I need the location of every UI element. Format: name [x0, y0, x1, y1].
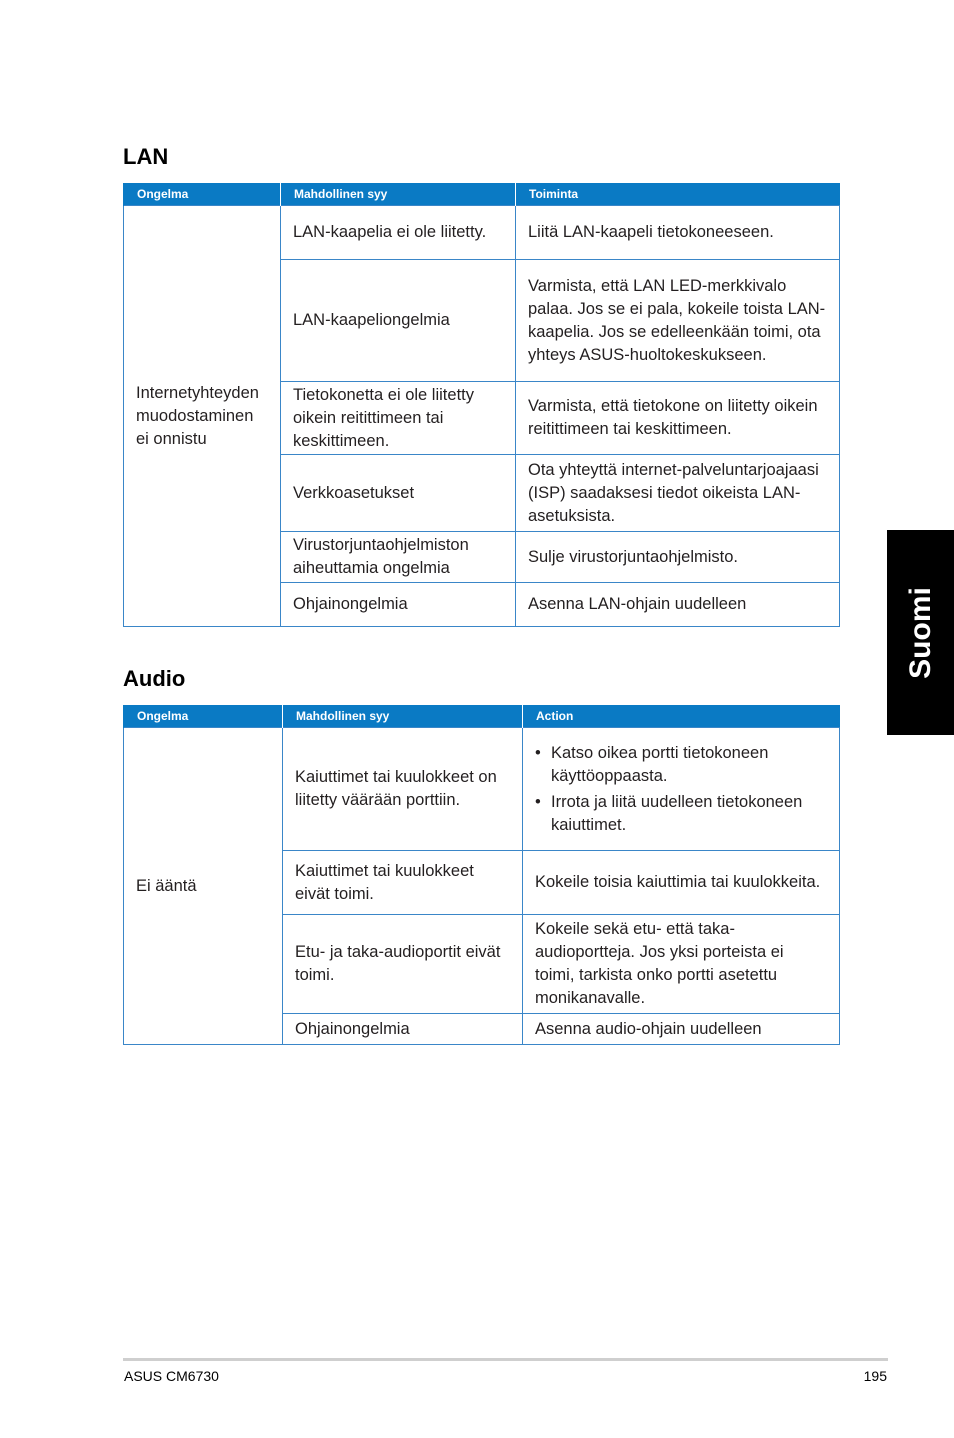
lan-section-title: LAN: [123, 144, 169, 169]
list-item: • Katso oikea portti tietokoneen käyttöoppaasta.: [535, 742, 827, 788]
table-row: [124, 206, 840, 260]
cause-cell: Tietokonetta ei ole liitetty oikein reitittimeen tai keskittimeen.: [281, 382, 516, 455]
list-item: • Irrota ja liitä uudelleen tietokoneen kaiuttimet.: [535, 791, 827, 837]
table-header-row: [124, 183, 840, 206]
table-header-row: [124, 705, 840, 728]
cause-cell: Kaiuttimet tai kuulokkeet eivät toimi.: [283, 851, 523, 915]
column-header-action: Toiminta: [516, 183, 840, 206]
column-header-cause: Mahdollinen syy: [283, 705, 523, 728]
action-cell: Kokeile sekä etu- että taka-audioportteja. Jos yksi porteista ei toimi, tarkista onko portti asetettu monikanavalle.: [523, 915, 840, 1014]
problem-cell: Ei ääntä: [124, 728, 283, 1045]
table-row: [124, 728, 840, 851]
footer-model-name: ASUS CM6730: [124, 1368, 219, 1384]
lan-troubleshooting-table: [123, 183, 840, 627]
audio-troubleshooting-table: [123, 705, 840, 1045]
column-header-problem: Ongelma: [124, 183, 281, 206]
action-cell: Liitä LAN-kaapeli tietokoneeseen.: [516, 206, 840, 260]
page-number: 195: [863, 1368, 887, 1384]
cause-cell: Verkkoasetukset: [281, 455, 516, 532]
cause-cell: LAN-kaapeliongelmia: [281, 260, 516, 382]
action-bullet-list: [535, 742, 827, 837]
action-cell: Varmista, että tietokone on liitetty oikein reitittimeen tai keskittimeen.: [516, 382, 840, 455]
audio-section-title: Audio: [123, 666, 186, 691]
problem-cell: Internetyhteyden muodostaminen ei onnistu: [124, 206, 281, 627]
cause-cell: Virustorjuntaohjelmiston aiheuttamia ongelmia: [281, 532, 516, 583]
action-cell: Kokeile toisia kaiuttimia tai kuulokkeita.: [523, 851, 840, 915]
action-cell: Sulje virustorjuntaohjelmisto.: [516, 532, 840, 583]
action-cell: Asenna LAN-ohjain uudelleen: [516, 583, 840, 627]
column-header-problem: Ongelma: [124, 705, 283, 728]
action-cell: Ota yhteyttä internet-palveluntarjoajaasi (ISP) saadaksesi tiedot oikeista LAN-asetuksista.: [516, 455, 840, 532]
side-tab-label: Suomi: [903, 586, 937, 679]
cause-cell: Ohjainongelmia: [283, 1014, 523, 1045]
action-cell: [523, 728, 840, 851]
language-side-tab: [887, 530, 954, 735]
column-header-cause: Mahdollinen syy: [281, 183, 516, 206]
cause-cell: Kaiuttimet tai kuulokkeet on liitetty väärään porttiin.: [283, 728, 523, 851]
cause-cell: Ohjainongelmia: [281, 583, 516, 627]
action-cell: Varmista, että LAN LED-merkkivalo palaa. Jos se ei pala, kokeile toista LAN-kaapelia. Jos se edelleenkään toimi, ota yhteys ASUS-huoltokeskukseen.: [516, 260, 840, 382]
column-header-action: Action: [523, 705, 840, 728]
footer-divider: [123, 1358, 888, 1361]
cause-cell: Etu- ja taka-audioportit eivät toimi.: [283, 915, 523, 1014]
cause-cell: LAN-kaapelia ei ole liitetty.: [281, 206, 516, 260]
action-cell: Asenna audio-ohjain uudelleen: [523, 1014, 840, 1045]
